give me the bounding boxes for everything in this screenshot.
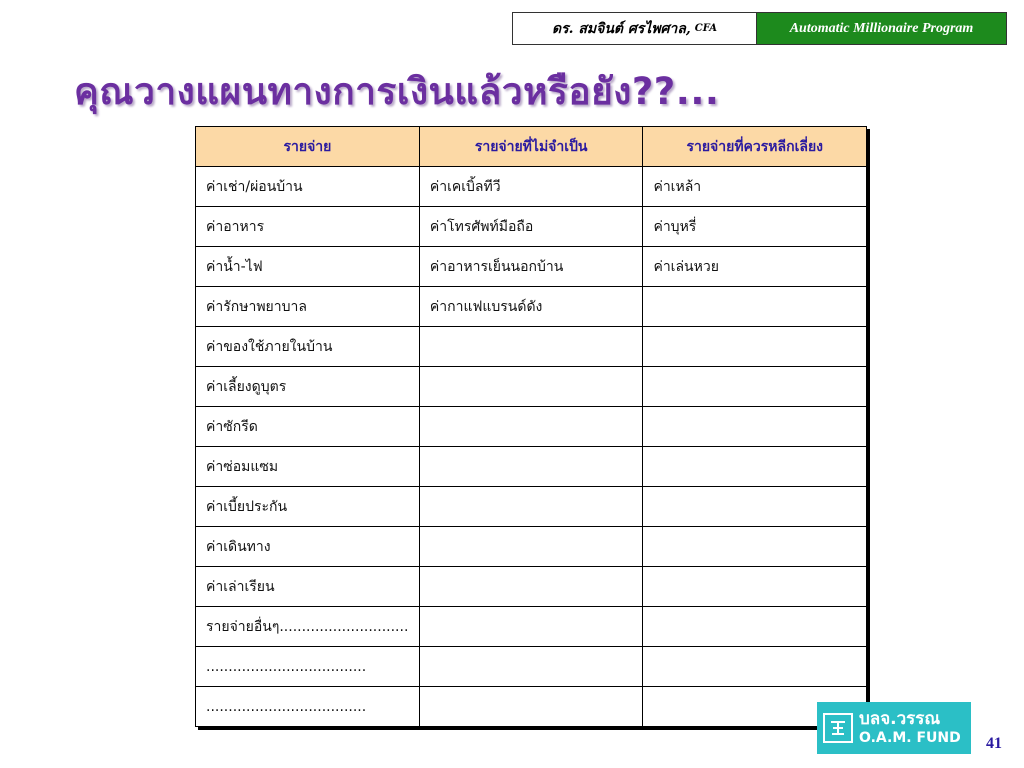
table-cell: ค่าโทรศัพท์มือถือ xyxy=(419,207,643,247)
table-cell xyxy=(419,687,643,727)
program-label: Automatic Millionaire Program xyxy=(757,13,1006,44)
table-body xyxy=(196,167,867,727)
table-cell xyxy=(643,367,867,407)
table-cell: ค่าอาหาร xyxy=(196,207,420,247)
table-cell xyxy=(643,647,867,687)
table-cell: ค่าเล่นหวย xyxy=(643,247,867,287)
table-row xyxy=(196,167,867,207)
table-row xyxy=(196,247,867,287)
table-cell: ค่าอาหารเย็นนอกบ้าน xyxy=(419,247,643,287)
table-row xyxy=(196,447,867,487)
table-cell: ค่าเหล้า xyxy=(643,167,867,207)
table-row xyxy=(196,407,867,447)
table-cell: ค่าเบี้ยประกัน xyxy=(196,487,420,527)
author-name: ดร. สมจินต์ ศรไพศาล, xyxy=(552,20,691,37)
table-cell xyxy=(643,287,867,327)
table-row xyxy=(196,287,867,327)
table-cell: ค่าเคเบิ้ลทีวี xyxy=(419,167,643,207)
table-cell xyxy=(419,487,643,527)
table-cell xyxy=(419,327,643,367)
table-cell xyxy=(419,567,643,607)
table-cell xyxy=(643,447,867,487)
table-cell xyxy=(419,407,643,447)
table-row xyxy=(196,487,867,527)
header-avoid: รายจ่ายที่ควรหลีกเลี่ยง xyxy=(643,127,867,167)
table-row xyxy=(196,647,867,687)
table-cell xyxy=(419,607,643,647)
logo-text xyxy=(859,709,961,747)
table-row xyxy=(196,367,867,407)
table-cell: ค่าเดินทาง xyxy=(196,527,420,567)
page-title: คุณวางแผนทางการเงินแล้วหรือยัง??... xyxy=(74,70,720,113)
author-label xyxy=(513,13,757,44)
table-cell: .................................... xyxy=(196,647,420,687)
table-cell: ค่าเช่า/ผ่อนบ้าน xyxy=(196,167,420,207)
header-bar xyxy=(512,12,1007,45)
table-row xyxy=(196,327,867,367)
table-row xyxy=(196,527,867,567)
table-cell xyxy=(419,527,643,567)
table-cell: ค่าซ่อมแซม xyxy=(196,447,420,487)
expense-table xyxy=(195,126,867,727)
header-expenses: รายจ่าย xyxy=(196,127,420,167)
table-cell xyxy=(643,407,867,447)
table-cell: ค่าเล่าเรียน xyxy=(196,567,420,607)
fund-logo xyxy=(817,702,971,754)
table-cell xyxy=(419,447,643,487)
table-cell xyxy=(643,567,867,607)
table-cell xyxy=(643,487,867,527)
logo-line2: O.A.M. FUND xyxy=(859,730,961,746)
table-cell: ค่าน้ำ-ไฟ xyxy=(196,247,420,287)
table-cell xyxy=(643,527,867,567)
logo-line1: บลจ.วรรณ xyxy=(859,709,941,729)
table-cell: ค่ารักษาพยาบาล xyxy=(196,287,420,327)
table-cell: ค่าของใช้ภายในบ้าน xyxy=(196,327,420,367)
table-cell: ค่าเลี้ยงดูบุตร xyxy=(196,367,420,407)
logo-mark-icon xyxy=(823,713,853,743)
table-cell: รายจ่ายอื่นๆ............................. xyxy=(196,607,420,647)
author-suffix: CFA xyxy=(694,23,717,34)
table-cell: ค่าบุหรี่ xyxy=(643,207,867,247)
table-cell: ค่ากาแฟแบรนด์ดัง xyxy=(419,287,643,327)
table-cell xyxy=(419,647,643,687)
page-number: 41 xyxy=(986,735,1002,752)
header-unnecessary: รายจ่ายที่ไม่จำเป็น xyxy=(419,127,643,167)
table-cell: ค่าซักรีด xyxy=(196,407,420,447)
table-cell xyxy=(643,327,867,367)
table-row xyxy=(196,607,867,647)
table-cell: .................................... xyxy=(196,687,420,727)
table-cell xyxy=(419,367,643,407)
table-header-row xyxy=(196,127,867,167)
table-cell xyxy=(643,607,867,647)
table-row xyxy=(196,687,867,727)
table-row xyxy=(196,207,867,247)
table-row xyxy=(196,567,867,607)
